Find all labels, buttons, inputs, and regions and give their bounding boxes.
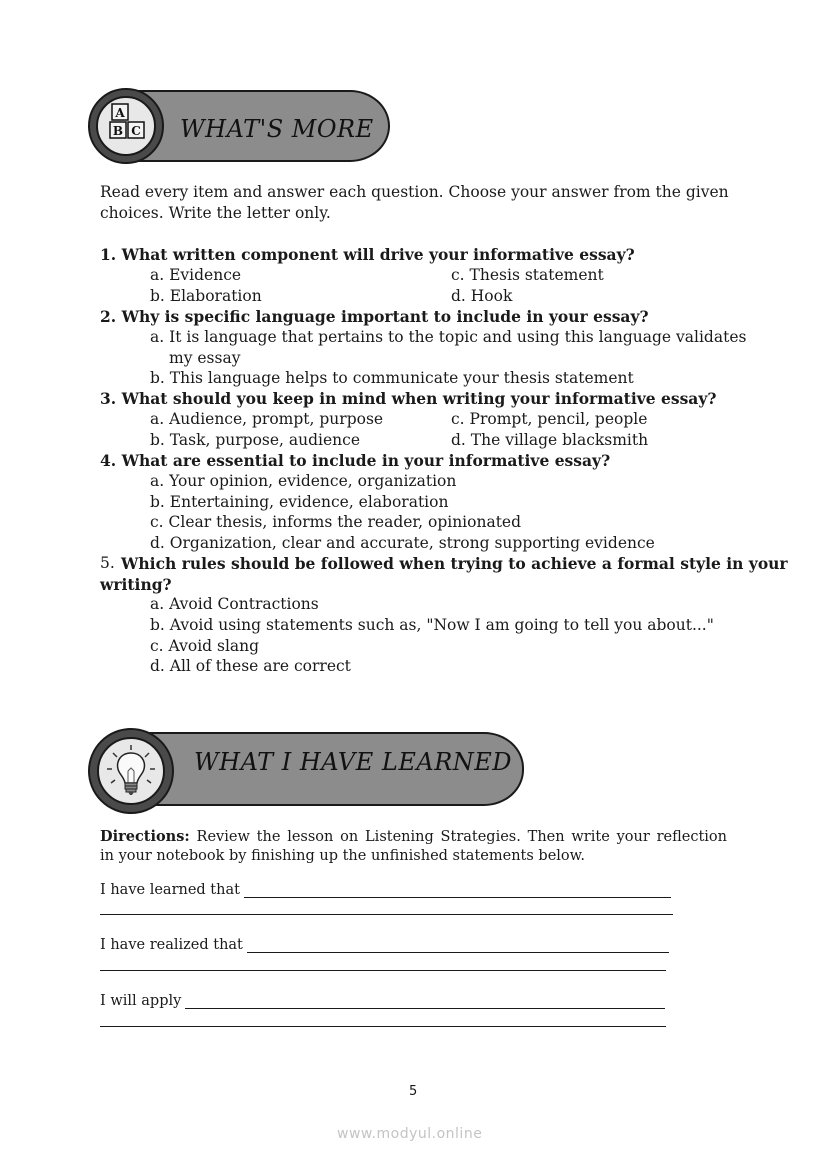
learned-answer-line-2[interactable] [100,914,673,915]
q3-option-d: d. The village blacksmith [451,431,649,449]
prompt-learned-label: I have learned that [100,882,240,898]
q1-option-a: a. Evidence [150,266,242,284]
realized-answer-line-2[interactable] [100,970,666,971]
directions-block [100,827,727,866]
abc-blocks-icon [98,98,154,154]
question-5-number: 5. [100,554,115,572]
directions-label: Directions: [100,828,190,845]
question-1: 1. What written component will drive your informative essay? [100,245,635,264]
q2-option-b: b. This language helps to communicate your thesis statement [150,369,634,387]
q5-option-a: a. Avoid Contractions [150,595,319,613]
apply-answer-line-2[interactable] [100,1026,666,1027]
page-number: 5 [409,1084,418,1099]
q3-option-b: b. Task, purpose, audience [150,431,361,449]
q3-option-c: c. Prompt, pencil, people [451,410,648,428]
q5-option-d: d. All of these are correct [150,657,351,675]
question-5: Which rules should be followed when trying to achieve a formal style in your [121,554,788,573]
question-3: 3. What should you keep in mind when writing your informative essay? [100,389,717,408]
question-4: 4. What are essential to include in your informative essay? [100,451,611,470]
intro-line-2: choices. Write the letter only. [100,204,331,222]
q1-option-b: b. Elaboration [150,287,262,305]
q4-option-a: a. Your opinion, evidence, organization [150,472,457,490]
watermark: www.modyul.online [337,1126,483,1142]
what-i-have-learned-banner [88,728,524,810]
realized-answer-line[interactable] [247,938,669,953]
q4-option-d: d. Organization, clear and accurate, strong supporting evidence [150,534,655,552]
block-letter-a: A [115,106,125,120]
q1-option-d: d. Hook [451,287,513,305]
block-letter-b: B [112,124,124,138]
prompt-realized-label: I have realized that [100,937,243,953]
apply-answer-line[interactable] [185,994,665,1009]
intro-line-1: Read every item and answer each question. Choose your answer from the given [100,183,729,201]
section-title-whats-more: WHAT'S MORE [180,115,374,143]
block-letter-c: C [131,124,141,138]
directions-line-1: Review the lesson on Listening Strategies. Then write your reflection [196,829,727,845]
lightbulb-icon [99,739,163,803]
q2-option-a-cont: my essay [169,349,241,367]
q5-option-c: c. Avoid slang [150,637,260,655]
whats-more-banner [88,88,390,164]
q2-option-a: a. It is language that pertains to the topic and using this language validates [150,328,747,346]
prompt-learned-row [100,882,671,898]
prompt-apply-row [100,993,665,1009]
prompt-realized-row [100,937,669,953]
question-5-cont: writing? [100,575,172,594]
learned-answer-line[interactable] [244,883,671,898]
q3-option-a: a. Audience, prompt, purpose [150,410,384,428]
directions-line-2: in your notebook by finishing up the unfinished statements below. [100,848,585,864]
question-2: 2. Why is specific language important to include in your essay? [100,307,649,326]
q5-option-b: b. Avoid using statements such as, "Now I am going to tell you about..." [150,616,714,634]
q4-option-b: b. Entertaining, evidence, elaboration [150,493,449,511]
section-title-what-i-have-learned: WHAT I HAVE LEARNED [194,748,513,776]
q4-option-c: c. Clear thesis, informs the reader, opinionated [150,513,522,531]
q1-option-c: c. Thesis statement [451,266,604,284]
prompt-apply-label: I will apply [100,993,182,1009]
